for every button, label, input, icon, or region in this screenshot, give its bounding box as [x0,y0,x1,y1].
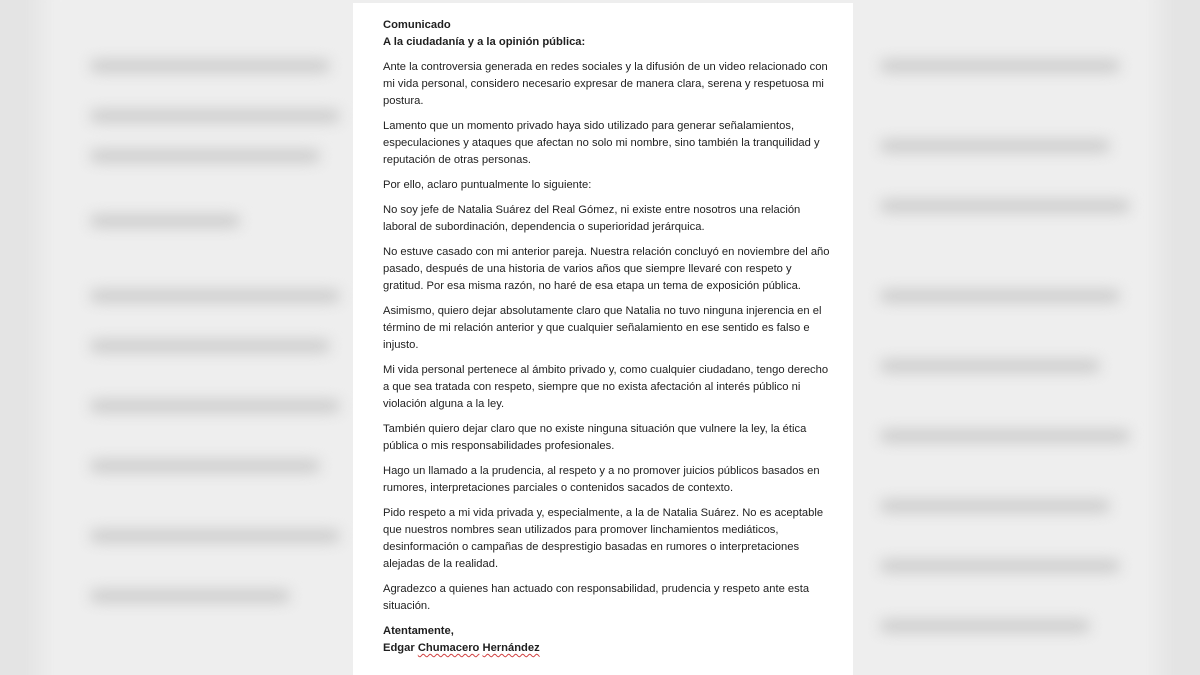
blurred-line [90,340,330,352]
blurred-line [90,590,290,602]
blurred-line [90,290,340,302]
blurred-line [90,400,340,412]
blurred-line [90,215,240,227]
paragraph-7: Mi vida personal pertenece al ámbito privado y, como cualquier ciudadano, tengo derecho a que sea tratada con respeto, siempre que no exista afectación al interés público ni violación alguna a la ley. [383,364,829,410]
document-title: Comunicado [383,19,451,31]
blurred-line [880,200,1130,212]
closing-salutation: Atentamente, [383,625,454,637]
signature-middle-name: Chumacero [417,642,480,654]
paragraph-2: Lamento que un momento privado haya sido utilizado para generar señalamientos, especulaciones y ataques que afectan no solo mi nombre, sino también la tranquilidad y reputación de otras personas. [383,120,820,166]
blurred-line [90,60,330,72]
blurred-line [880,360,1100,372]
paragraph-9: Hago un llamado a la prudencia, al respeto y a no promover juicios públicos basados en rumores, interpretaciones parciales o contenidos sacados de contexto. [383,465,820,494]
statement-document [353,3,853,675]
blurred-line [880,290,1120,302]
blurred-line [880,620,1090,632]
signature-last-name: Hernández [482,642,540,654]
document-addressee: A la ciudadanía y a la opinión pública: [383,36,586,48]
paragraph-3: Por ello, aclaro puntualmente lo siguiente: [383,179,592,191]
blurred-line [880,560,1120,572]
blurred-line [90,150,320,162]
paragraph-5: No estuve casado con mi anterior pareja. Nuestra relación concluyó en noviembre del año pasado, después de una historia de varios años que siempre llevaré con respeto y gratitud. Por esa misma razón, no haré de esa etapa un tema de exposición pública. [383,246,830,292]
blurred-line [90,110,340,122]
blurred-line [90,460,320,472]
paragraph-10: Pido respeto a mi vida privada y, especialmente, a la de Natalia Suárez. No es aceptable que nuestros nombres sean utilizados para promover linchamientos mediáticos, desinformación o campañas de desprestigio basadas en rumores o interpretaciones alejadas de la realidad. [383,507,824,570]
blurred-line [880,60,1120,72]
signature-first-name: Edgar [383,642,415,654]
paragraph-1: Ante la controversia generada en redes sociales y la difusión de un video relacionado con mi vida personal, considero necesario expresar de manera clara, serena y respetuosa mi postura. [383,61,828,107]
signature-name [383,640,831,657]
blurred-line [880,430,1130,442]
blurred-line [90,530,340,542]
paragraph-11: Agradezco a quienes han actuado con responsabilidad, prudencia y respeto ante esta situación. [383,583,810,612]
blurred-line [880,500,1110,512]
paragraph-4: No soy jefe de Natalia Suárez del Real Gómez, ni existe entre nosotros una relación laboral de subordinación, dependencia o superioridad jerárquica. [383,204,801,233]
paragraph-6: Asimismo, quiero dejar absolutamente claro que Natalia no tuvo ninguna injerencia en el término de mi relación anterior y que cualquier señalamiento en ese sentido es falso e injusto. [383,305,822,351]
blurred-line [880,140,1110,152]
paragraph-8: También quiero dejar claro que no existe ninguna situación que vulnere la ley, la ética pública o mis responsabilidades profesionales. [383,423,807,452]
